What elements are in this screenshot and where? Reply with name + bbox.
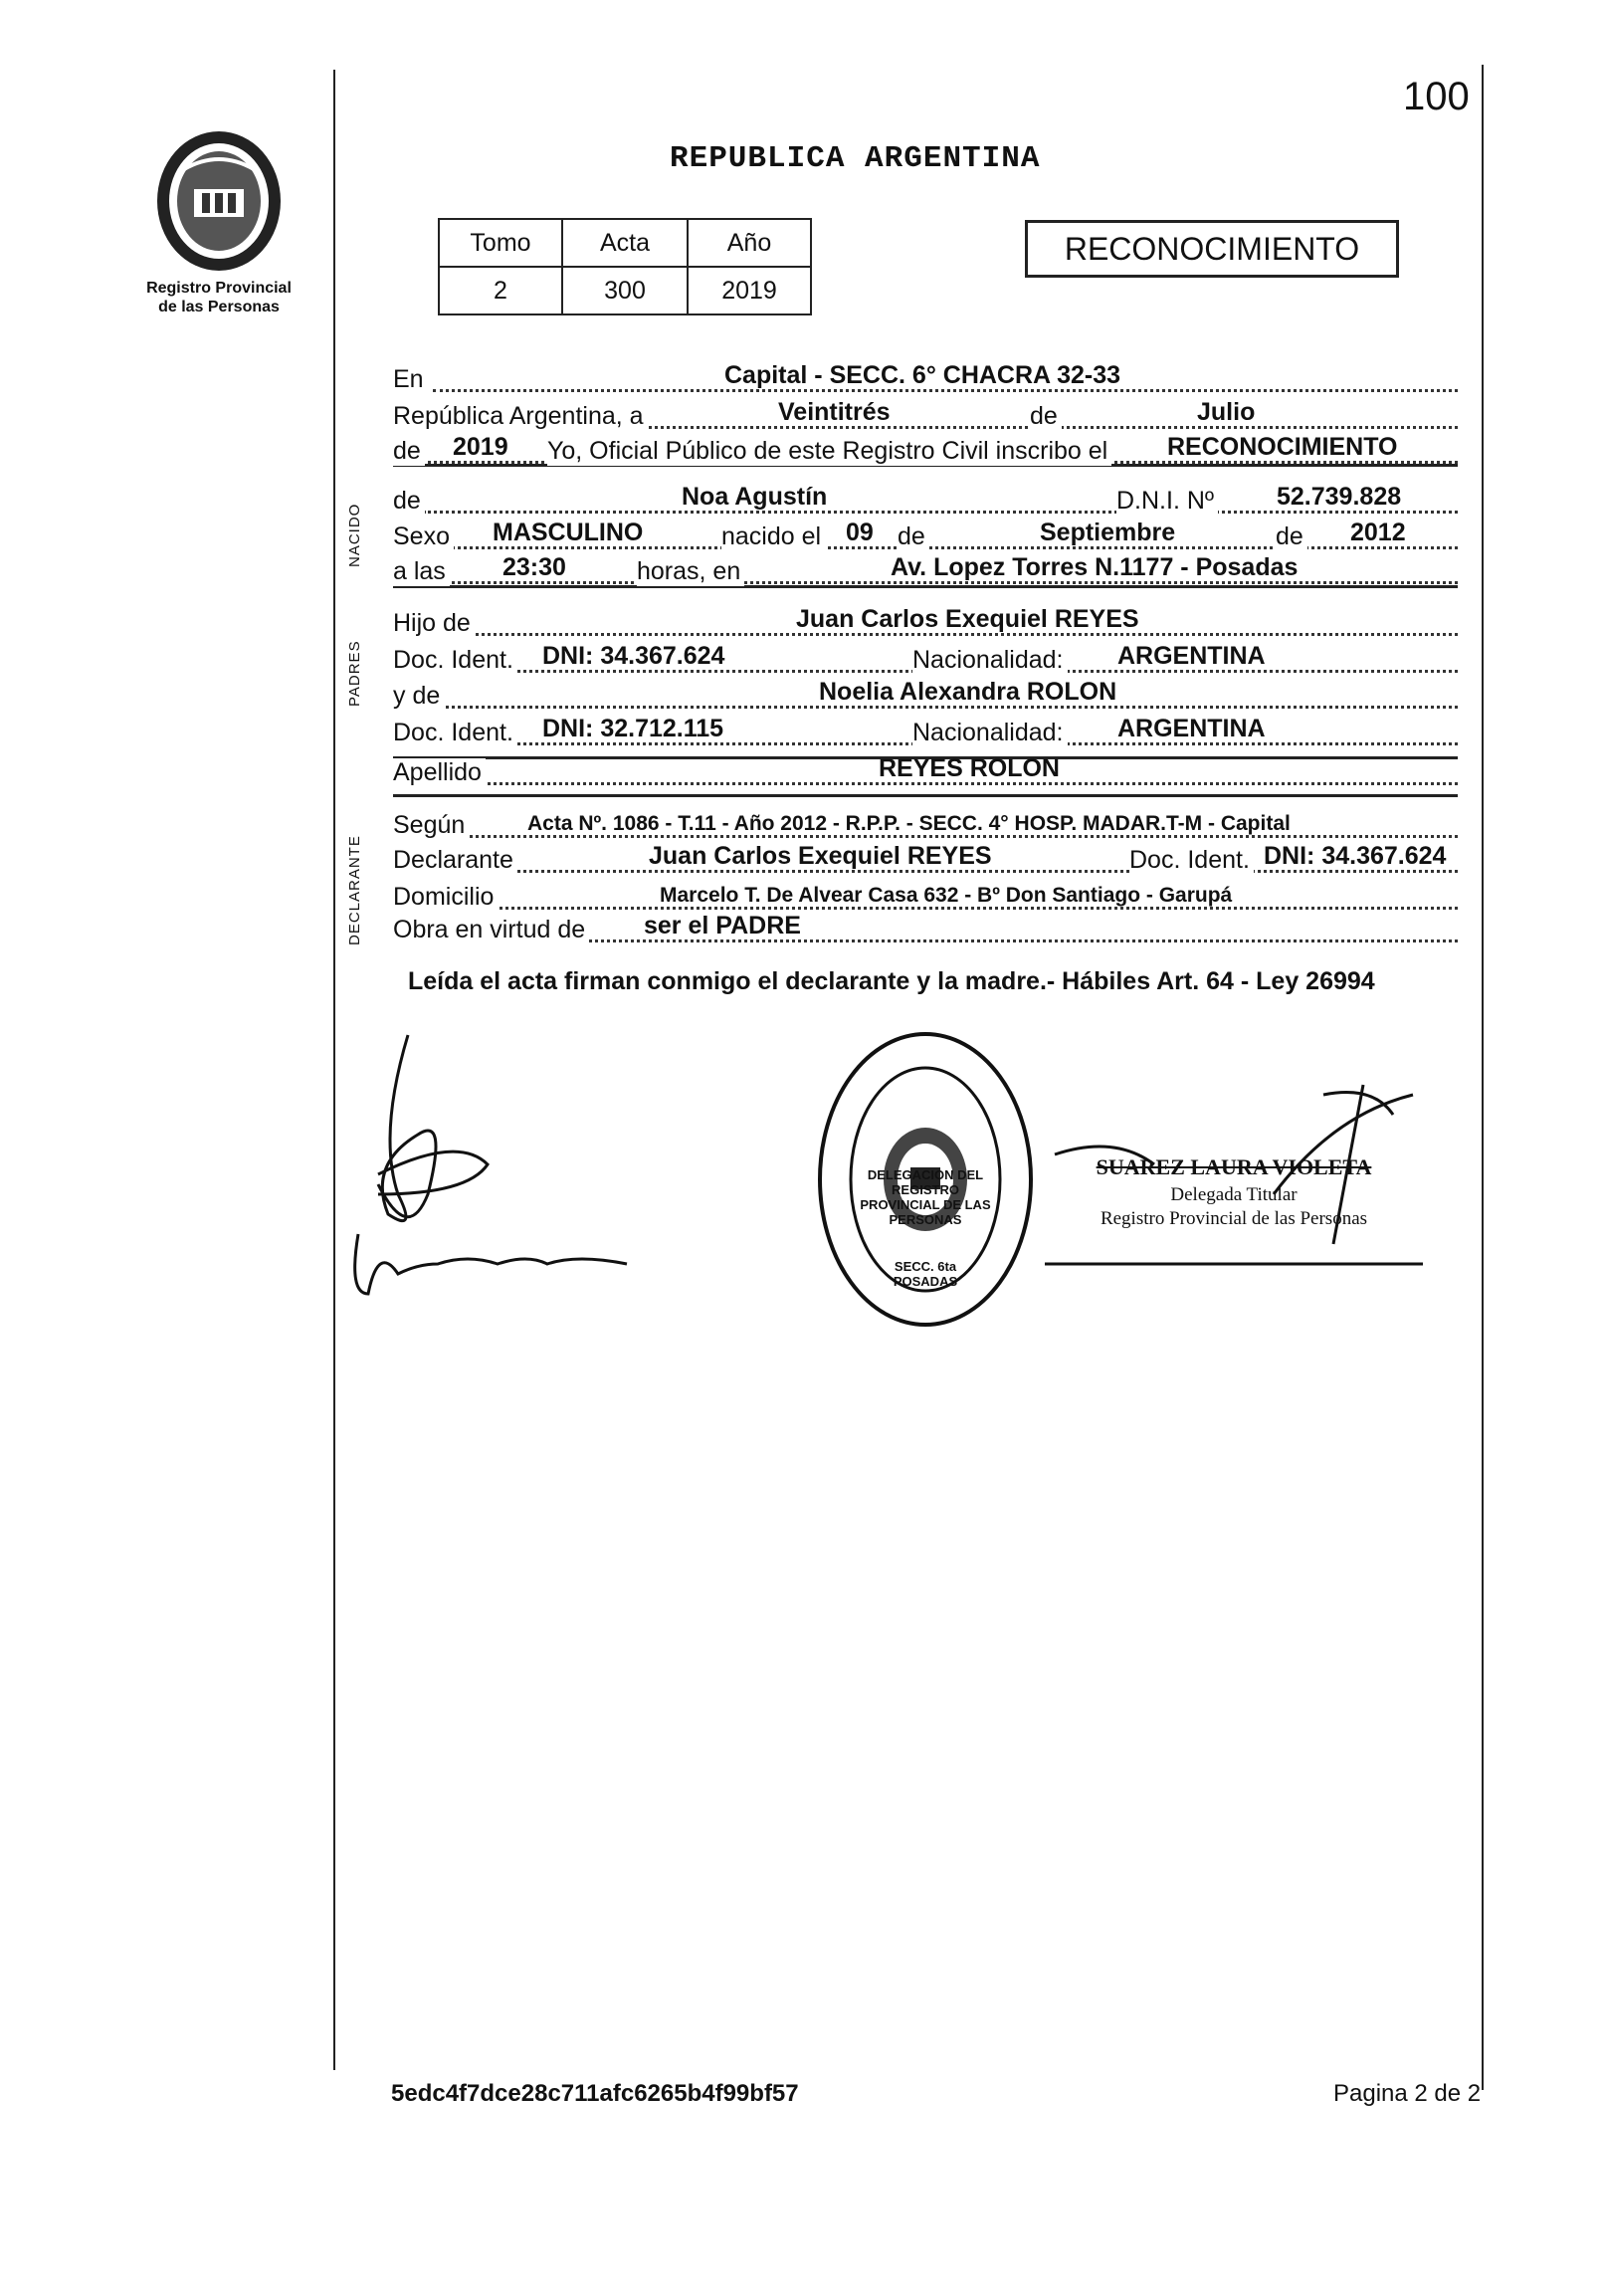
side-label-declarante: DECLARANTE	[346, 835, 363, 945]
page-indicator: Pagina 2 de 2	[1333, 2080, 1482, 2107]
official-stamp	[816, 1030, 1035, 1329]
officer-office: Registro Provincial de las Personas	[1100, 1208, 1368, 1229]
label-doc-ident-2: Doc. Ident.	[393, 719, 517, 747]
row-segun	[393, 804, 1458, 844]
closing-statement: Leída el acta firman conmigo el declarante y la madre.- Hábiles Art. 64 - Ley 26994	[408, 967, 1375, 995]
side-label-padres: PADRES	[346, 640, 363, 707]
record-type-box: RECONOCIMIENTO	[1025, 220, 1399, 278]
table-cell-anio: 2019	[688, 267, 811, 314]
label-republica: República Argentina, a	[393, 402, 648, 431]
label-nacido-el: nacido el	[721, 522, 825, 551]
value-madre-dni: DNI: 32.712.115	[542, 715, 724, 742]
row-apellido	[393, 751, 1458, 791]
row-declarante	[393, 839, 1458, 879]
label-doc-ident-3: Doc. Ident.	[1129, 846, 1254, 875]
value-mes-nac: Septiembre	[1040, 519, 1176, 546]
label-horas-en: horas, en	[637, 557, 744, 586]
table-header-tomo: Tomo	[439, 219, 562, 267]
province-seal-logo	[154, 129, 284, 274]
value-lugar-nac: Av. Lopez Torres N.1177 - Posadas	[891, 553, 1299, 581]
label-en: En	[393, 365, 428, 394]
value-dia: Veintitrés	[778, 398, 891, 426]
value-lugar: Capital - SECC. 6° CHACRA 32-33	[724, 361, 1121, 389]
label-de-mes: de	[898, 522, 929, 551]
stamp-outer-text: DELEGACION DEL REGISTRO PROVINCIAL DE LAS PERSONAS	[860, 1167, 991, 1227]
row-nombre	[393, 480, 1458, 520]
document-hash: 5edc4f7dce28c711afc6265b4f99bf57	[391, 2080, 799, 2107]
officer-role: Delegada Titular	[1170, 1184, 1298, 1205]
label-obra: Obra en virtud de	[393, 916, 589, 944]
label-doc-ident: Doc. Ident.	[393, 646, 517, 675]
label-de-nombre: de	[393, 487, 425, 516]
section-divider	[393, 794, 1458, 797]
value-madre-nac: ARGENTINA	[1117, 715, 1266, 742]
value-segun: Acta Nº. 1086 - T.11 - Año 2012 - R.P.P. - SECC. 4° HOSP. MADAR.T-M - Capital	[527, 812, 1291, 835]
value-anio-nac: 2012	[1350, 519, 1406, 546]
row-obra	[393, 909, 1458, 948]
label-de: de	[1030, 402, 1062, 431]
officer-name: SUAREZ LAURA VIOLETA	[1096, 1154, 1372, 1179]
label-a-las: a las	[393, 557, 450, 586]
value-mes: Julio	[1197, 398, 1256, 426]
value-madre: Noelia Alexandra ROLON	[819, 678, 1117, 706]
label-apellido: Apellido	[393, 758, 486, 787]
declarante-signature	[338, 1015, 667, 1314]
document-title: REPUBLICA ARGENTINA	[670, 141, 1041, 176]
label-dni: D.N.I. Nº	[1116, 487, 1218, 516]
table-header-anio: Año	[688, 219, 811, 267]
value-declarante: Juan Carlos Exequiel REYES	[649, 842, 992, 870]
label-sexo: Sexo	[393, 522, 454, 551]
label-declarante: Declarante	[393, 846, 517, 875]
row-padre	[393, 602, 1458, 642]
value-sexo: MASCULINO	[493, 519, 644, 546]
logo-caption: Registro Provincial de las Personas	[146, 280, 292, 315]
value-padre-dni: DNI: 34.367.624	[542, 642, 725, 670]
value-tipo: RECONOCIMIENTO	[1167, 433, 1398, 461]
row-madre-doc	[393, 712, 1458, 751]
value-nombre: Noa Agustín	[682, 483, 828, 511]
row-hora	[393, 550, 1458, 590]
side-label-nacido: NACIDO	[346, 503, 363, 567]
officer-block	[1045, 1154, 1423, 1230]
value-anio: 2019	[453, 433, 508, 461]
label-segun: Según	[393, 811, 469, 840]
value-dia-nac: 09	[846, 519, 874, 546]
label-domicilio: Domicilio	[393, 883, 498, 912]
label-de-anio: de	[1276, 522, 1307, 551]
label-yo: Yo, Oficial Público de este Registro Civil inscribo el	[547, 437, 1111, 466]
page-number: 100	[1403, 75, 1470, 118]
right-margin-line	[1482, 65, 1484, 2090]
label-nacionalidad-2: Nacionalidad:	[912, 719, 1068, 747]
stamp-inner-text: SECC. 6ta POSADAS	[893, 1259, 958, 1289]
value-obra: ser el PADRE	[644, 912, 801, 939]
value-apellido: REYES ROLON	[879, 754, 1060, 782]
value-declarante-dni: DNI: 34.367.624	[1264, 842, 1447, 870]
value-dni: 52.739.828	[1277, 483, 1402, 511]
row-fecha	[393, 395, 1458, 435]
value-padre: Juan Carlos Exequiel REYES	[796, 605, 1139, 633]
row-madre	[393, 675, 1458, 715]
table-cell-acta: 300	[562, 267, 688, 314]
table-header-acta: Acta	[562, 219, 688, 267]
label-y-de: y de	[393, 682, 444, 711]
label-de2: de	[393, 437, 425, 466]
row-padre-doc	[393, 639, 1458, 679]
value-domicilio: Marcelo T. De Alvear Casa 632 - Bº Don Santiago - Garupá	[660, 884, 1233, 907]
label-nacionalidad: Nacionalidad:	[912, 646, 1068, 675]
row-inscripcion	[393, 430, 1458, 470]
acta-table	[438, 218, 812, 315]
row-sexo	[393, 516, 1458, 555]
row-lugar	[393, 358, 1458, 398]
value-hora: 23:30	[502, 553, 566, 581]
value-padre-nac: ARGENTINA	[1117, 642, 1266, 670]
table-cell-tomo: 2	[439, 267, 562, 314]
left-margin-line	[333, 70, 335, 2070]
label-hijo-de: Hijo de	[393, 609, 475, 638]
